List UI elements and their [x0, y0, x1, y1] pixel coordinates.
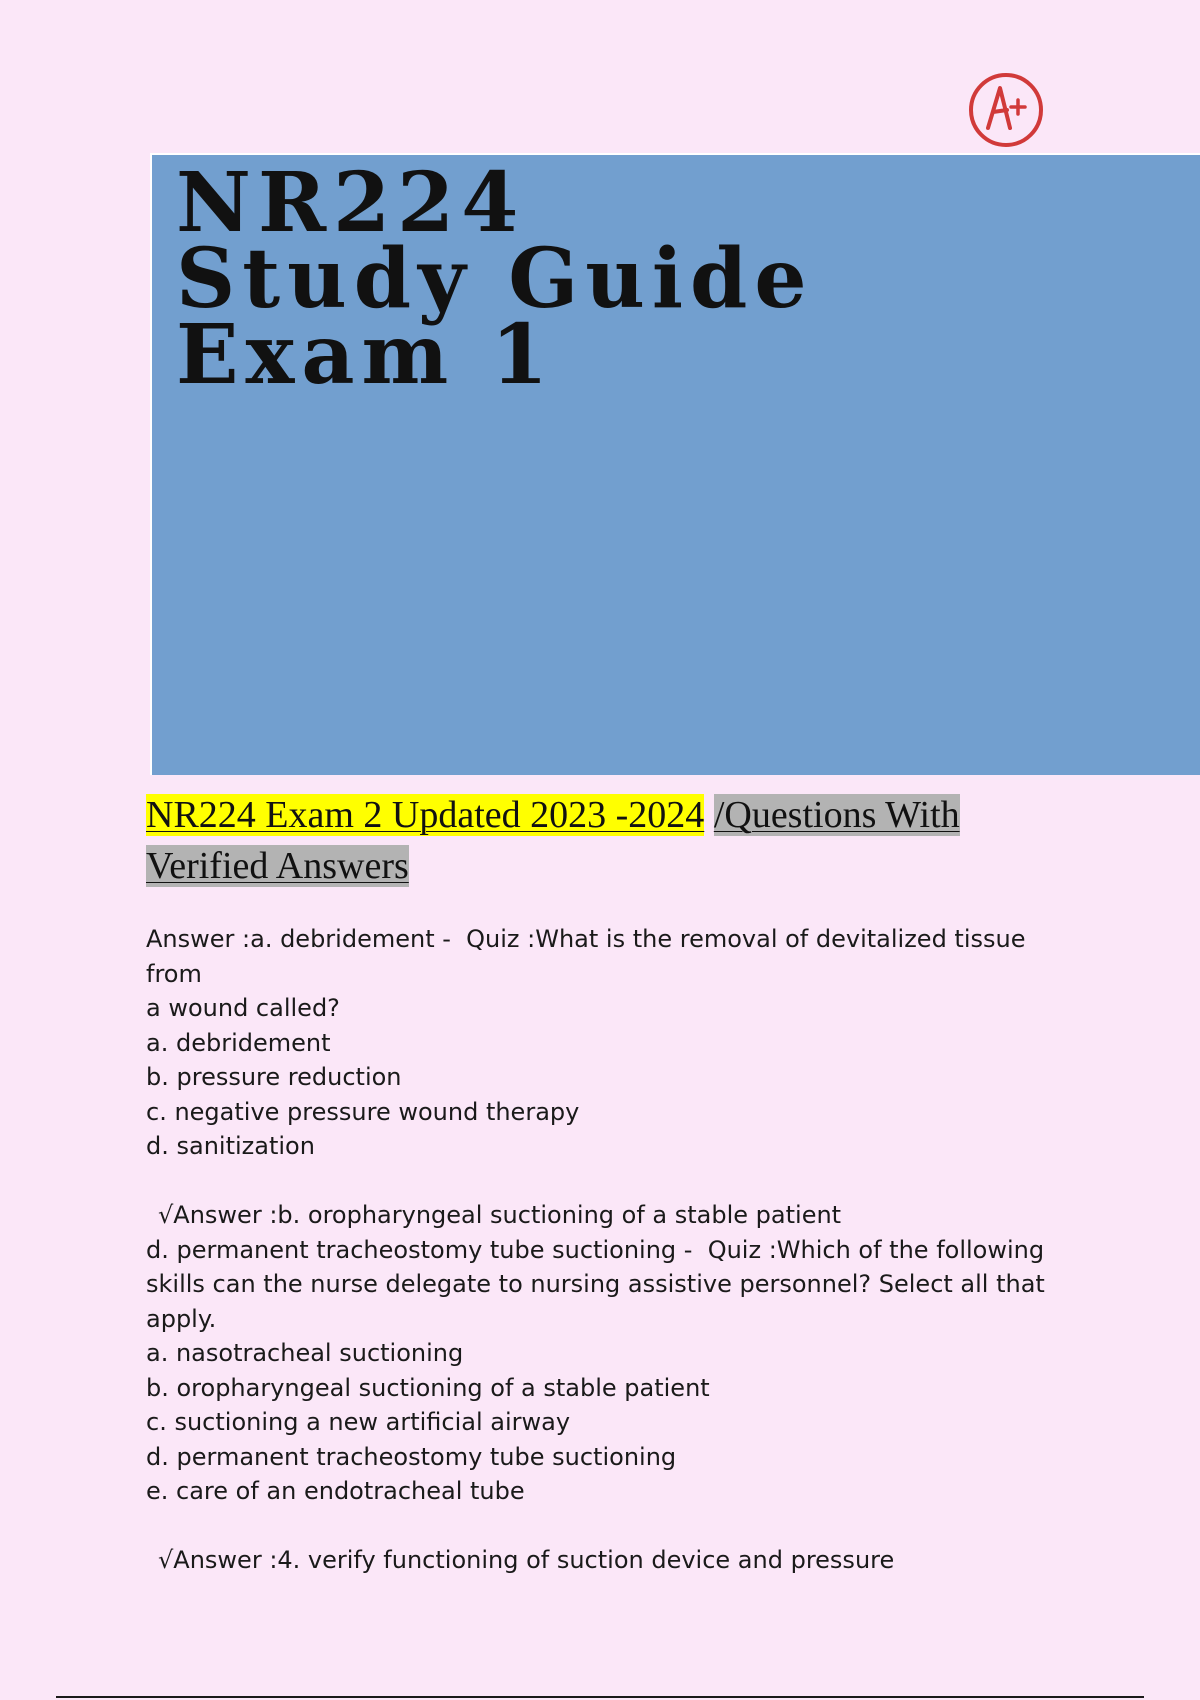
verified-answer: √Answer :4. verify functioning of suction device and pressure [158, 1546, 895, 1574]
answer-option: b. oropharyngeal suctioning of a stable patient [146, 1373, 710, 1402]
answer-option: a. nasotracheal suctioning [146, 1339, 464, 1367]
answer-option: d. permanent tracheostomy tube suctioning [146, 1442, 677, 1471]
question-text: d. permanent tracheostomy tube suctioning - Quiz :Which of the following [146, 1235, 1045, 1264]
page-bottom-rule [56, 1696, 1144, 1698]
heading-highlight-gray: Verified Answers [146, 845, 409, 887]
heading-highlight-yellow: NR224 Exam 2 Updated 2023 -2024 [146, 794, 705, 836]
answer-option: e. care of an endotracheal tube [146, 1477, 525, 1505]
answer-option: c. suctioning a new artificial airway [146, 1408, 571, 1436]
cover-title-line: Study Guide [176, 231, 814, 327]
question-text: apply. [146, 1304, 217, 1333]
questions-answers-body [146, 922, 1066, 1578]
answer-option: b. pressure reduction [146, 1063, 402, 1091]
paragraph-gap [146, 1164, 1066, 1199]
answer-option: c. negative pressure wound therapy [146, 1097, 580, 1126]
grade-seal-a-plus-stamp [966, 70, 1046, 150]
cover-title [176, 155, 814, 403]
heading-highlight-gray: /Questions With [713, 794, 960, 836]
question-text: skills can the nurse delegate to nursing assistive personnel? Select all that [146, 1270, 1045, 1298]
question-text: a wound called? [146, 994, 340, 1022]
cover-title-box [150, 153, 1200, 775]
document-heading [146, 790, 1046, 892]
verified-answer: √Answer :b. oropharyngeal suctioning of a stable patient [158, 1201, 842, 1229]
answer-option: d. sanitization [146, 1132, 315, 1160]
answer-option: a. debridement [146, 1028, 331, 1057]
cover-title-line: NR224 [176, 155, 526, 251]
question-text: Answer :a. debridement - Quiz :What is the removal of devitalized tissue from [146, 925, 1034, 988]
paragraph-gap [146, 1509, 1066, 1544]
cover-title-line: Exam 1 [176, 307, 555, 403]
